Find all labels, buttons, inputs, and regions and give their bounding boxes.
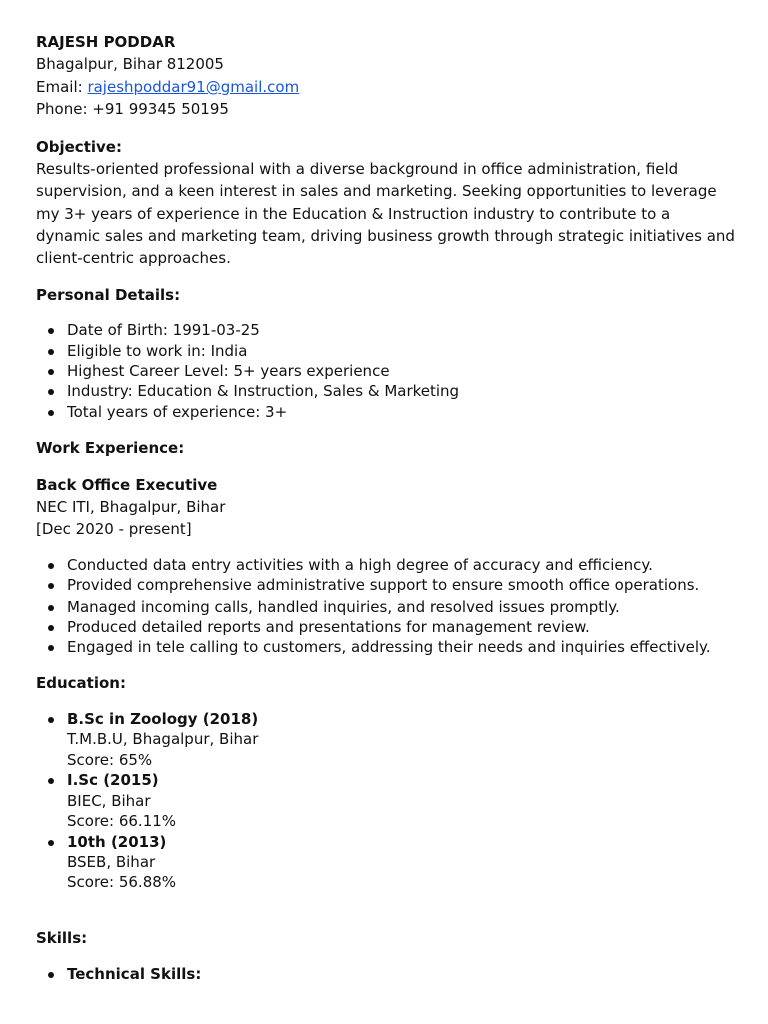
education-degree: I.Sc (2015) (67, 771, 159, 789)
personal-detail-item: Industry: Education & Instruction, Sales & Marketing (67, 382, 460, 400)
education-score: Score: 66.11% (67, 812, 177, 830)
job-company: NEC ITI, Bhagalpur, Bihar (36, 498, 226, 516)
education-degree: B.Sc in Zoology (2018) (67, 710, 259, 728)
personal-detail-item: Eligible to work in: India (67, 342, 248, 360)
education-school: T.M.B.U, Bhagalpur, Bihar (67, 730, 259, 748)
email-label: Email: (36, 78, 88, 96)
job-duty-item: Managed incoming calls, handled inquiries, and resolved issues promptly. (67, 598, 620, 616)
job-title: Back Office Executive (36, 476, 218, 494)
education-school: BSEB, Bihar (67, 853, 156, 871)
personal-details-heading: Personal Details: (36, 286, 181, 304)
education-degree: 10th (2013) (67, 833, 167, 851)
job-duty-item: Engaged in tele calling to customers, addressing their needs and inquiries effectively. (67, 638, 711, 656)
education-school: BIEC, Bihar (67, 792, 151, 810)
personal-detail-item: Total years of experience: 3+ (67, 403, 288, 421)
education-score: Score: 65% (67, 751, 153, 769)
skills-heading: Skills: (36, 929, 88, 947)
job-duty-item: Provided comprehensive administrative support to ensure smooth office operations. (67, 576, 700, 594)
personal-detail-item: Highest Career Level: 5+ years experience (67, 362, 390, 380)
email-line (36, 76, 299, 98)
personal-detail-item: Date of Birth: 1991-03-25 (67, 321, 260, 339)
objective-heading: Objective: (36, 138, 122, 156)
skill-category-item: Technical Skills: (67, 965, 202, 983)
phone-line: Phone: +91 99345 50195 (36, 100, 229, 118)
job-duty-item: Produced detailed reports and presentations for management review. (67, 618, 590, 636)
candidate-name: RAJESH PODDAR (36, 33, 176, 51)
job-period: [Dec 2020 - present] (36, 520, 192, 538)
email-link[interactable]: rajeshpoddar91@gmail.com (87, 78, 300, 96)
education-score: Score: 56.88% (67, 873, 177, 891)
objective-text: Results-oriented professional with a diverse background in office administration, field supervision, and a keen interest in sales and marketing. Seeking opportunities to leverage my 3+ years of experience in the Education & Instruction industry to contribute to a dynamic sales and marketing team, driving business growth through strategic initiatives and client-centric approaches. (36, 160, 735, 268)
candidate-address: Bhagalpur, Bihar 812005 (36, 55, 224, 73)
job-duty-item: Conducted data entry activities with a high degree of accuracy and efficiency. (67, 556, 653, 574)
work-experience-heading: Work Experience: (36, 439, 185, 457)
education-heading: Education: (36, 674, 126, 692)
